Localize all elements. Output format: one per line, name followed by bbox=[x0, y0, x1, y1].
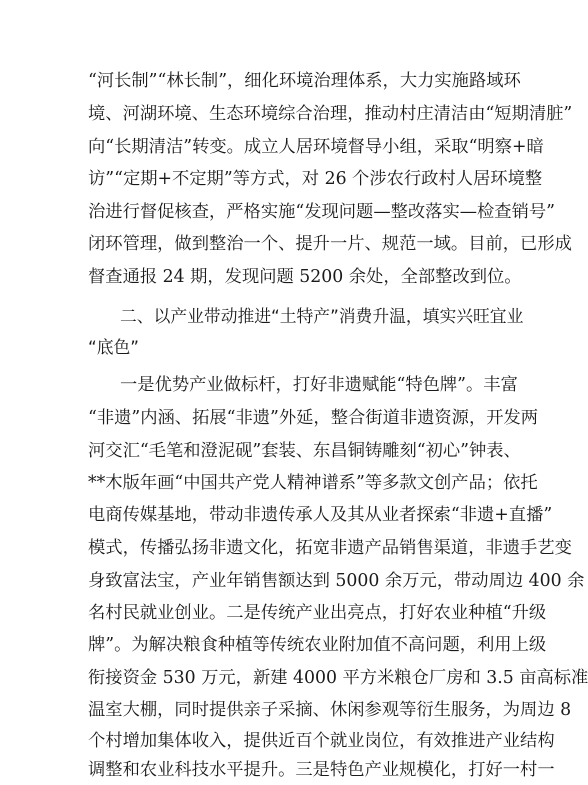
text-line: 向“长期清洁”转变。成立人居环境督导小组，采取“明察+暗 bbox=[88, 137, 544, 157]
text-line: “非遗”内涵、拓展“非遗”外延，整合街道非遗资源，开发两 bbox=[88, 408, 539, 428]
text-line: 牌”。为解决粮食种植等传统农业附加值不高问题，利用上级 bbox=[88, 635, 547, 655]
text-line: 个村增加集体收入，提供近百个就业岗位，有效推进产业结构 bbox=[88, 731, 555, 751]
text-line: “河长制”“林长制”，细化环境治理体系，大力实施路域环 bbox=[88, 71, 521, 91]
text-line: 闭环管理，做到整治一个、提升一片、规范一域。目前，已形成 bbox=[88, 234, 572, 254]
paragraph-first-line: 一是优势产业做标杆，打好非遗赋能“特色牌”。丰富 bbox=[120, 375, 518, 395]
text-line: 模式，传播弘扬非遗文化，拓宽非遗产品销售渠道，非遗手艺变 bbox=[88, 538, 572, 558]
text-line-cut: 调整和农业科技水平提升。三是特色产业规模化，打好一村一 bbox=[88, 760, 555, 780]
section-heading-continued: “底色” bbox=[88, 337, 139, 357]
text-line: 河交汇“毛笔和澄泥砚”套装、东昌铜铸雕刻“初心”钟表、 bbox=[88, 441, 521, 461]
text-line: 衔接资金 530 万元，新建 4000 平方米粮仓厂房和 3.5 亩高标准 bbox=[88, 668, 588, 688]
text-line: 境、河湖环境、生态环境综合治理，推动村庄清洁由“短期清脏” bbox=[88, 104, 573, 124]
text-line: 名村民就业创业。二是传统产业出亮点，打好农业种植“升级 bbox=[88, 603, 547, 623]
text-line: 身致富法宝，产业年销售额达到 5000 余万元，带动周边 400 余 bbox=[88, 571, 585, 591]
section-heading: 二、以产业带动推进“土特产”消费升温，填实兴旺宜业 bbox=[120, 306, 524, 326]
text-line: 督查通报 24 期，发现问题 5200 余处，全部整改到位。 bbox=[88, 267, 522, 287]
text-line: **木版年画“中国共产党人精神谱系”等多款文创产品；依托 bbox=[88, 473, 538, 493]
text-line: 治进行督促核查，严格实施“发现问题—整改落实—检查销号” bbox=[88, 202, 555, 222]
text-line: 电商传媒基地，带动非遗传承人及其从业者探索“非遗+直播” bbox=[88, 505, 553, 525]
text-line: 温室大棚，同时提供亲子采摘、休闲参观等衍生服务，为周边 8 bbox=[88, 700, 572, 720]
text-line: 访”“定期+不定期”等方式，对 26 个涉农行政村人居环境整 bbox=[88, 169, 543, 189]
